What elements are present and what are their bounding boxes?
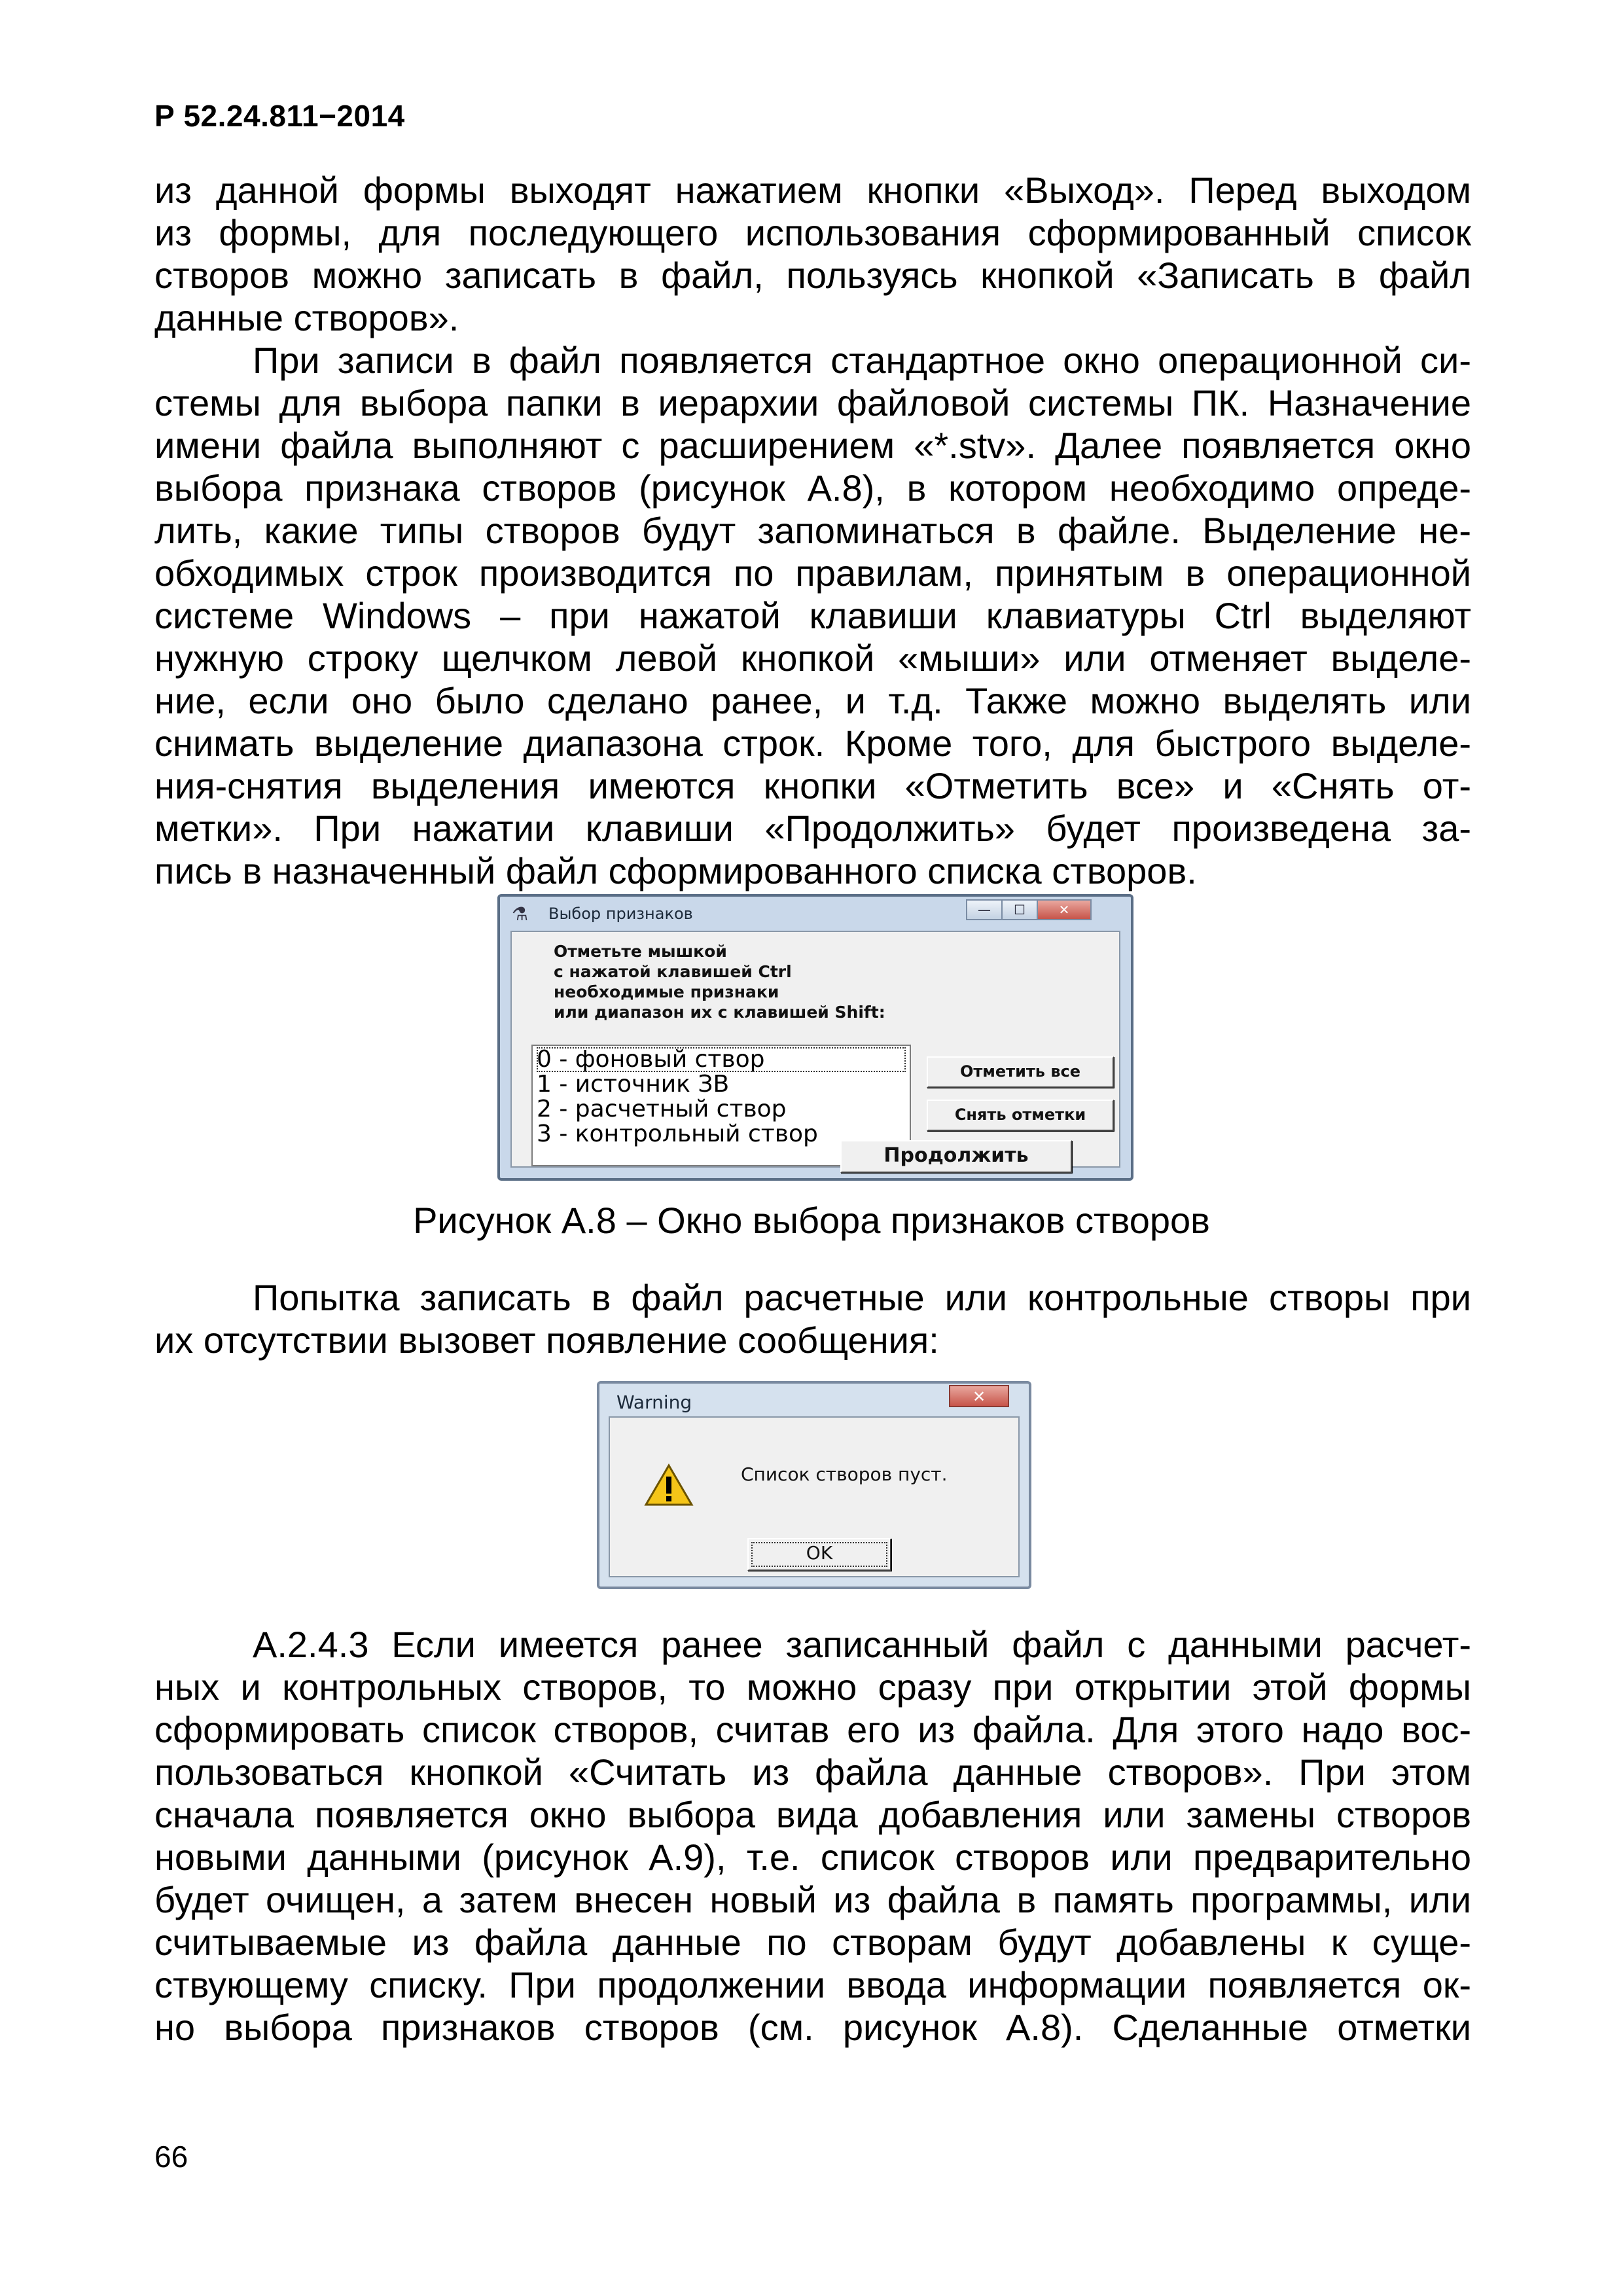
clear-marks-button[interactable]: Снять отметки xyxy=(927,1100,1114,1131)
paragraph-read-from-file xyxy=(154,1623,1471,2049)
text-line: пользоваться кнопкой «Считать из файла данные створов». При этом xyxy=(154,1751,1471,1793)
text-line: но выбора признаков створов (см. рисунок А.8). Сделанные отметки xyxy=(154,2007,1471,2048)
instruction-line: или диапазон их с клавишей Shift: xyxy=(554,1003,885,1022)
text-line: метки». При нажатии клавиши «Продолжить» будет произведена за- xyxy=(154,808,1471,849)
text-line: имени файла выполняют с расширением «*.stv». Далее появляется окно xyxy=(154,425,1471,466)
list-item[interactable]: 1 - источник ЗВ xyxy=(537,1071,730,1098)
instruction-line: с нажатой клавишей Ctrl xyxy=(554,962,792,981)
text-line: нужную строку щелчком левой кнопкой «мыши» или отменяет выделе- xyxy=(154,637,1471,679)
text-line: из формы, для последующего использования сформированный список xyxy=(154,212,1471,253)
text-line: пись в назначенный файл сформированного списка створов. xyxy=(154,850,1197,891)
text-line: ние, если оно было сделано ранее, и т.д. Также можно выделять или xyxy=(154,680,1471,721)
paragraph-exit-form xyxy=(154,169,1471,339)
text-line: новыми данными (рисунок А.9), т.е. список створов или предварительно xyxy=(154,1837,1471,1878)
text-line: данные створов». xyxy=(154,297,459,338)
text-line: А.2.4.3 Если имеется ранее записанный файл с данными расчет- xyxy=(253,1624,1471,1665)
warning-message: Список створов пуст. xyxy=(741,1463,948,1485)
maximize-button[interactable]: ☐ xyxy=(1001,899,1038,920)
text-line: их отсутствии вызовет появление сообщения: xyxy=(154,1319,939,1361)
text-line: из данной формы выходят нажатием кнопки «Выход». Перед выходом xyxy=(154,170,1471,211)
text-line: ных и контрольных створов, то можно сразу при открытии этой формы xyxy=(154,1666,1471,1708)
text-line: будет очищен, а затем внесен новый из файла в память программы, или xyxy=(154,1879,1471,1920)
app-icon: ⚗ xyxy=(512,903,529,925)
figure-caption: Рисунок А.8 – Окно выбора признаков створов xyxy=(413,1200,1210,1241)
text-line: ния-снятия выделения имеются кнопки «Отметить все» и «Снять от- xyxy=(154,765,1471,806)
dialog-title: Выбор признаков xyxy=(548,905,693,923)
text-line: выбора признака створов (рисунок А.8), в котором необходимо опреде- xyxy=(154,467,1471,509)
select-all-button[interactable]: Отметить все xyxy=(927,1056,1114,1088)
close-button[interactable]: ✕ xyxy=(949,1385,1009,1407)
text-line: снимать выделение диапазона строк. Кроме того, для быстрого выделе- xyxy=(154,723,1471,764)
list-item[interactable]: 2 - расчетный створ xyxy=(537,1096,787,1122)
text-line: стемы для выбора папки в иерархии файловой системы ПК. Назначение xyxy=(154,382,1471,423)
text-line: створов можно записать в файл, пользуясь кнопкой «Записать в файл xyxy=(154,255,1471,296)
list-item[interactable]: 0 - фоновый створ xyxy=(537,1047,906,1072)
minimize-button[interactable]: — xyxy=(966,899,1003,920)
instruction-line: необходимые признаки xyxy=(554,982,779,1001)
continue-button[interactable]: Продолжить xyxy=(840,1140,1072,1173)
text-line: сначала появляется окно выбора вида добавления или замены створов xyxy=(154,1794,1471,1835)
text-line: При записи в файл появляется стандартное окно операционной си- xyxy=(253,340,1471,381)
text-line: считываемые из файла данные по створам будут добавлены к суще- xyxy=(154,1922,1471,1963)
feature-selection-dialog xyxy=(497,894,1133,1181)
text-line: Попытка записать в файл расчетные или контрольные створы при xyxy=(253,1277,1471,1318)
warning-dialog xyxy=(597,1381,1031,1589)
ok-button[interactable]: OK xyxy=(747,1538,891,1571)
instructions-text xyxy=(554,941,885,1022)
dialog-client-area xyxy=(510,931,1120,1168)
paragraph-file-save xyxy=(154,339,1471,892)
text-line: системе Windows – при нажатой клавиши клавиатуры Ctrl выделяют xyxy=(154,595,1471,636)
paragraph-warning-intro xyxy=(154,1276,1471,1361)
text-line: обходимых строк производится по правилам, принятым в операционной xyxy=(154,552,1471,594)
instruction-line: Отметьте мышкой xyxy=(554,942,727,961)
page-number: 66 xyxy=(154,2140,188,2174)
text-line: лить, какие типы створов будут запоминаться в файле. Выделение не- xyxy=(154,510,1471,551)
dialog-client-area xyxy=(609,1416,1020,1577)
dialog-title: Warning xyxy=(616,1391,692,1413)
list-item[interactable]: 3 - контрольный створ xyxy=(537,1121,818,1147)
close-button[interactable]: ✕ xyxy=(1037,899,1092,920)
text-line: ствующему списку. При продолжении ввода информации появляется ок- xyxy=(154,1964,1471,2005)
document-code: Р 52.24.811−2014 xyxy=(154,99,405,133)
warning-icon xyxy=(644,1463,694,1507)
dialog-title-bar[interactable] xyxy=(500,897,1131,928)
text-line: сформировать список створов, считав его из файла. Для этого надо вос- xyxy=(154,1709,1471,1750)
